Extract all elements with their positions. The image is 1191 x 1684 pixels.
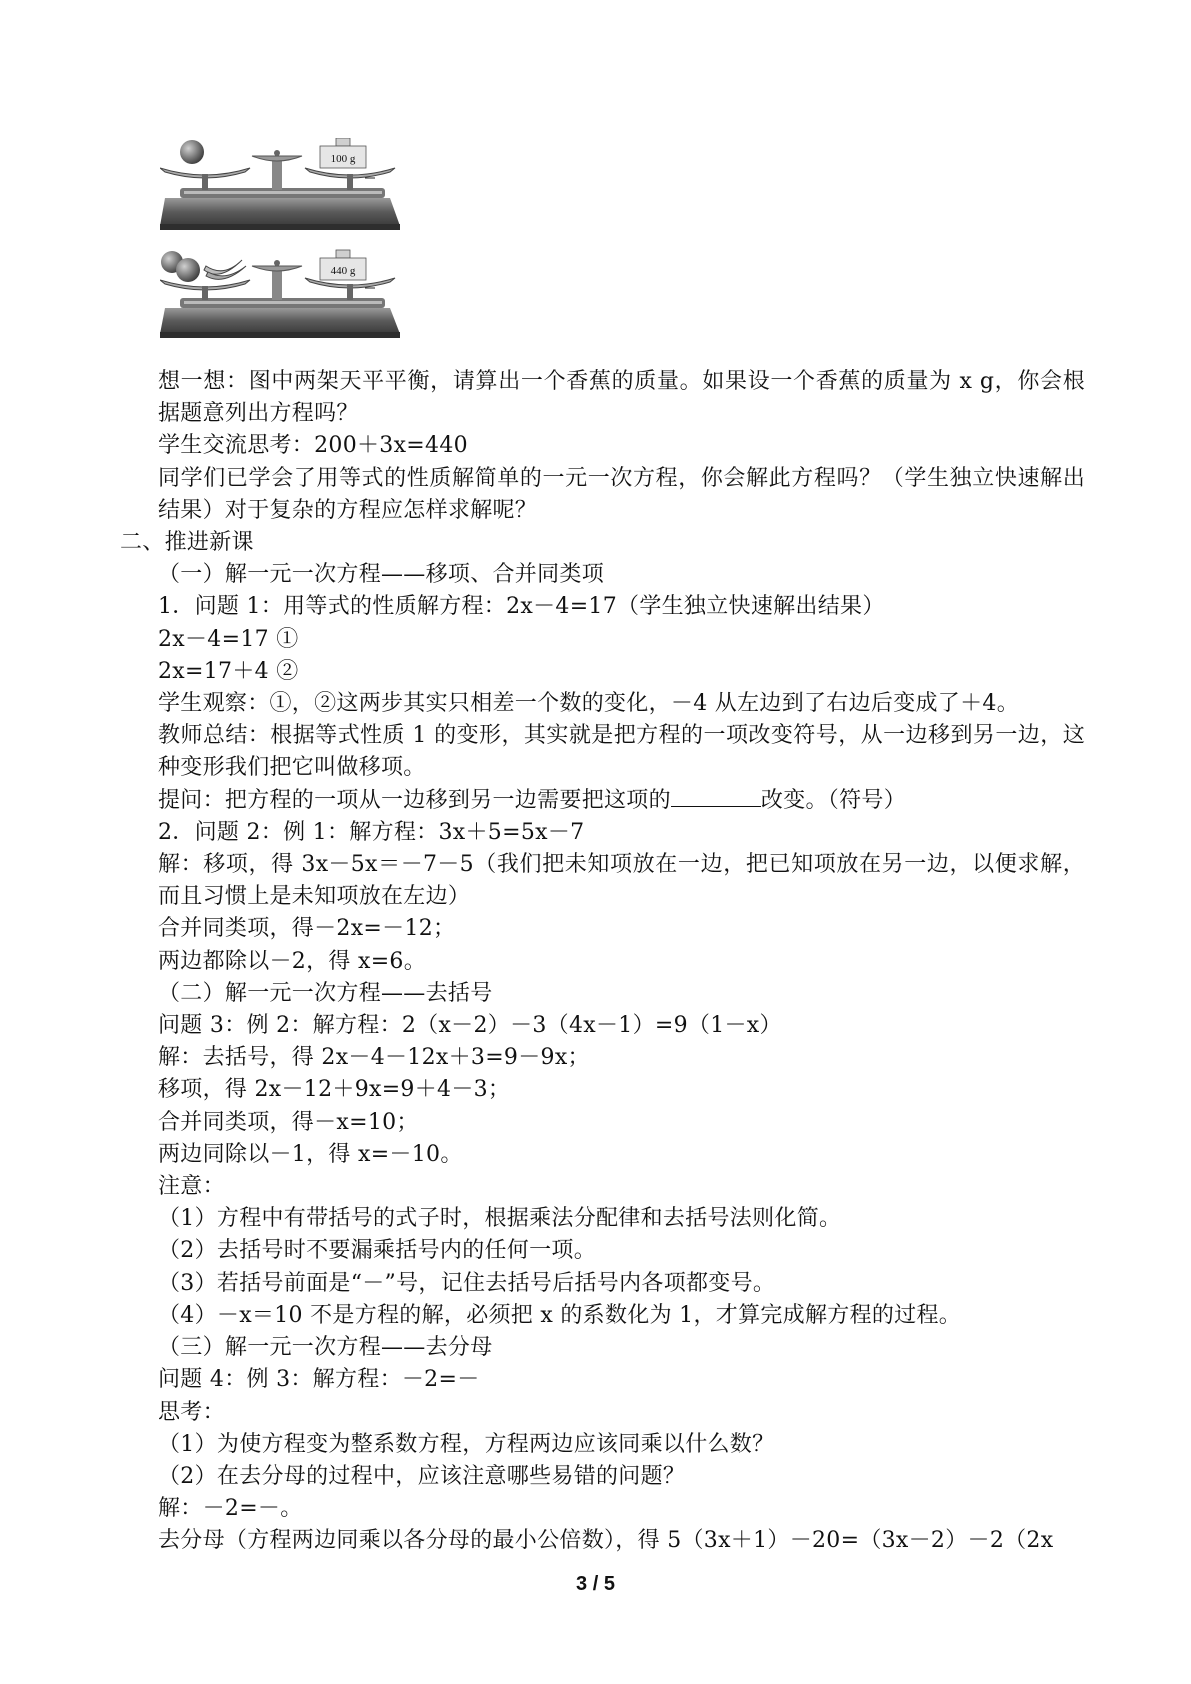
line-move-terms: 移项，得 2x－12＋9x=9＋4－3； (158, 1077, 511, 1103)
subsection-heading-3: （三）解一元一次方程——去分母 (158, 1335, 493, 1361)
section-heading-2: 二、推进新课 (120, 530, 254, 556)
line-solution-3: 解：－2=－。 (158, 1496, 303, 1522)
paragraph-teacher-summary: 教师总结：根据等式性质 1 的变形，其实就是把方程的一项改变符号，从一边移到另一边，这种变形我们把它叫做移项。 (158, 723, 1085, 781)
fill-blank (671, 786, 761, 807)
balance-scale-figure-2 (160, 248, 410, 346)
line-student-observe: 学生观察：①，②这两步其实只相差一个数的变化，－4 从左边到了右边后变成了＋4。 (158, 691, 1019, 717)
weight-label-100g: 100 g (330, 153, 356, 165)
balance-scale-figure-1 (160, 138, 410, 238)
question-text-end: 改变。（符号） (760, 787, 907, 813)
paragraph-think: 想一想：图中两架天平平衡，请算出一个香蕉的质量。如果设一个香蕉的质量为 x g，你会根据题意列出方程吗？ (158, 369, 1085, 427)
paragraph-intro: 同学们已学会了用等式的性质解简单的一元一次方程，你会解此方程吗？（学生独立快速解出结果）对于复杂的方程应怎样求解呢？ (158, 465, 1085, 523)
line-remove-brackets: 解：去括号，得 2x－4－12x＋3=9－9x； (158, 1045, 590, 1071)
question-text: 提问：把方程的一项从一边移到另一边需要把这项的 (158, 787, 671, 813)
line-student-discuss: 学生交流思考：200＋3x=440 (158, 433, 468, 459)
line-note-heading: 注意： (158, 1174, 225, 1200)
weight-label-440g: 440 g (330, 265, 356, 277)
line-equation-1: 2x－4=17 ① (158, 626, 299, 652)
line-equation-2: 2x=17＋4 ② (158, 658, 299, 684)
line-combine-terms: 合并同类项，得－2x=－12； (158, 916, 456, 942)
page-number: 3 / 5 (576, 1573, 615, 1595)
line-note-2: （2）去括号时不要漏乘括号内的任何一项。 (158, 1238, 596, 1264)
line-problem-4: 问题 4：例 3：解方程：－2=－ (158, 1367, 480, 1393)
line-problem-2: 2．问题 2：例 1：解方程：3x＋5=5x－7 (158, 819, 585, 845)
line-note-3: （3）若括号前面是“－”号，记住去括号后括号内各项都变号。 (158, 1270, 776, 1296)
line-problem-1: 1．问题 1：用等式的性质解方程：2x－4=17（学生独立快速解出结果） (158, 594, 885, 620)
line-divide-2: 两边同除以－1，得 x=－10。 (158, 1141, 463, 1167)
subsection-heading-2: （二）解一元一次方程——去括号 (158, 980, 493, 1006)
body-text (120, 366, 1085, 1558)
line-think-heading: 思考： (158, 1399, 225, 1425)
line-think-2: （2）在去分母的过程中，应该注意哪些易错的问题？ (158, 1463, 686, 1489)
line-combine-terms-2: 合并同类项，得－x=10； (158, 1109, 419, 1135)
subsection-heading-1: （一）解一元一次方程——移项、合并同类项 (158, 562, 605, 588)
line-think-1: （1）为使方程变为整系数方程，方程两边应该同乘以什么数？ (158, 1431, 775, 1457)
paragraph-solution-1: 解：移项，得 3x－5x＝－7－5（我们把未知项放在一边，把已知项放在另一边，以便求解，而且习惯上是未知项放在左边） (158, 852, 1085, 910)
line-problem-3: 问题 3：例 2：解方程：2（x－2）－3（4x－1）=9（1－x） (158, 1013, 782, 1039)
line-question (120, 785, 1085, 817)
line-note-4: （4）－x＝10 不是方程的解，必须把 x 的系数化为 1，才算完成解方程的过程。 (158, 1302, 962, 1328)
line-clear-denominator: 去分母（方程两边同乘以各分母的最小公倍数），得 5（3x＋1）－20=（3x－2）－2（2x (158, 1528, 1054, 1554)
line-note-1: （1）方程中有带括号的式子时，根据乘法分配律和去括号法则化简。 (158, 1206, 842, 1232)
line-divide: 两边都除以－2，得 x=6。 (158, 948, 427, 974)
